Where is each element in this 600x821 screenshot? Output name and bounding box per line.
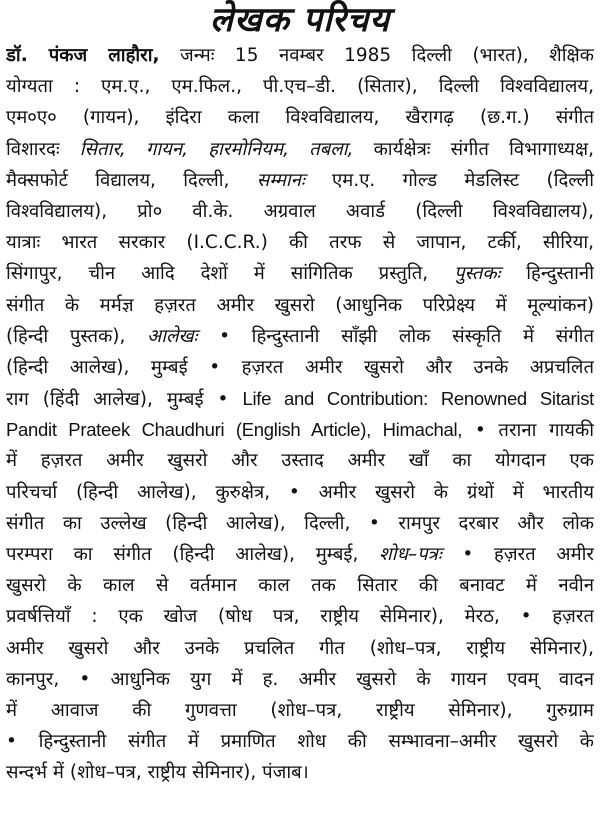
bio-line [6,757,594,788]
bio-line [6,383,594,414]
bio-text: में आवाज की गुणवत्ता (शोध–पत्र, राष्ट्रीय सेमिनार), गुरुग्राम [6,699,594,721]
bio-text: Pandit Prateek Chaudhuri (English Article), Himachal, [6,419,463,441]
bio-line [6,196,594,227]
bio-text: राग (हिंदी आलेख), मुम्बई • [6,389,243,411]
bio-text: जन्मः 15 नवम्बर 1985 दिल्ली (भारत), शैक्षिक [159,45,594,66]
bio-text: खुसरो के काल से वर्तमान काल तक सितार की बनावट में नवीन [6,575,594,597]
bio-line [6,321,594,352]
bio-text: सिंगापुर, चीन आदि देशों में सांगितिक प्रस्तुति, [6,263,455,285]
bio-line [6,664,594,695]
bio-text: यात्राः भारत सरकार (I.C.C.R.) की तरफ से जापान, टर्की, सीरिया, [6,232,594,254]
section-label: सितार, गायन, हारमोनियम, तबला, [79,138,354,160]
bio-line [6,352,594,383]
bio-text: • हज़रत अमीर [441,544,594,565]
bio-line [6,71,594,102]
bio-line [6,258,594,289]
bio-text: संगीत के मर्मज्ञ हज़रत अमीर खुसरो (आधुनिक परिप्रेक्ष्य में मूल्यांकन) [6,294,594,316]
bio-text: अमीर खुसरो और उनके प्रचलित गीत (शोध–पत्र, राष्ट्रीय सेमिनार), [6,637,594,659]
bio-text: कानपुर, • आधुनिक युग में ह. अमीर खुसरो के गायन एवम् वादन [6,668,594,690]
bio-text: एम.ए. गोल्ड मेडलिस्ट (दिल्ली [304,169,594,191]
bio-line [6,445,594,476]
author-bio-paragraph [6,40,594,789]
bio-line [6,695,594,726]
bio-line [6,539,594,570]
bio-text: परिचर्चा (हिन्दी आलेख), कुरुक्षेत्र, • अमीर खुसरो के ग्रंथों में भारतीय [6,481,594,503]
bio-text: कार्यक्षेत्रः संगीत विभागाध्यक्ष, [353,138,594,160]
bio-line [6,227,594,258]
bio-line [6,134,594,165]
bio-text: परम्परा का संगीत (हिन्दी आलेख), मुम्बई, [6,544,380,565]
bio-text: प्रवर्षत्तियाँ : एक खोज (षोध पत्र, राष्ट्रीय सेमिनार), मेरठ, • हज़रत [6,606,594,628]
bio-line [6,477,594,508]
bio-line [6,102,594,133]
bio-line [6,633,594,664]
page-title: लेखक परिचय [209,0,391,40]
author-name: डॉ. पंकज लाहौरा, [6,45,160,66]
section-label: सम्मानः [256,169,305,191]
bio-line [6,508,594,539]
bio-line [6,414,594,445]
bio-text: • हिन्दुस्तानी संगीत में प्रमाणित शोध की सम्भावना–अमीर खुसरो के [6,731,594,753]
bio-text: योग्यता : एम.ए., एम.फिल., पी.एच–डी. (सितार), दिल्ली विश्वविद्यालय, [6,76,594,98]
bio-text: Life and Contribution: Renowned Sitarist [242,388,594,410]
bio-line [6,165,594,196]
bio-line [6,726,594,757]
bio-text: (हिन्दी पुस्तक), [6,325,148,347]
section-label: पुस्तकः [454,263,501,285]
bio-text: मैक्सफोर्ट विद्यालय, दिल्ली, [6,169,257,191]
bio-text: संगीत का उल्लेख (हिन्दी आलेख), दिल्ली, • रामपुर दरबार और लोक [6,512,594,534]
bio-text: • हिन्दुस्तानी साँझी लोक संस्कृति में संगीत [197,325,594,347]
bio-text: हिन्दुस्तानी [500,263,594,285]
bio-text: विश्वविद्यालय), प्रो० वी.के. अग्रवाल अवार्ड (दिल्ली विश्वविद्यालय), [6,200,594,222]
bio-text: सन्दर्भ में (शोध–पत्र, राष्ट्रीय सेमिनार), पंजाब। [6,762,309,784]
bio-text: (हिन्दी आलेख), मुम्बई • हज़रत अमीर खुसरो और उनके अप्रचलित [6,356,594,378]
bio-line [6,290,594,321]
section-label: शोध–पत्रः [379,544,442,565]
bio-text: विशारदः [6,138,80,160]
bio-line [6,570,594,601]
bio-text: • तराना गायकी [462,420,594,442]
section-label: आलेखः [147,325,198,347]
bio-text: में हज़रत अमीर खुसरो और उस्ताद अमीर खाँ का योगदान एक [6,450,594,472]
bio-line [6,601,594,632]
bio-line [6,40,594,71]
bio-text: एम०ए० (गायन), इंदिरा कला विश्वविद्यालय, खैरागढ़ (छ.ग.) संगीत [6,107,594,129]
